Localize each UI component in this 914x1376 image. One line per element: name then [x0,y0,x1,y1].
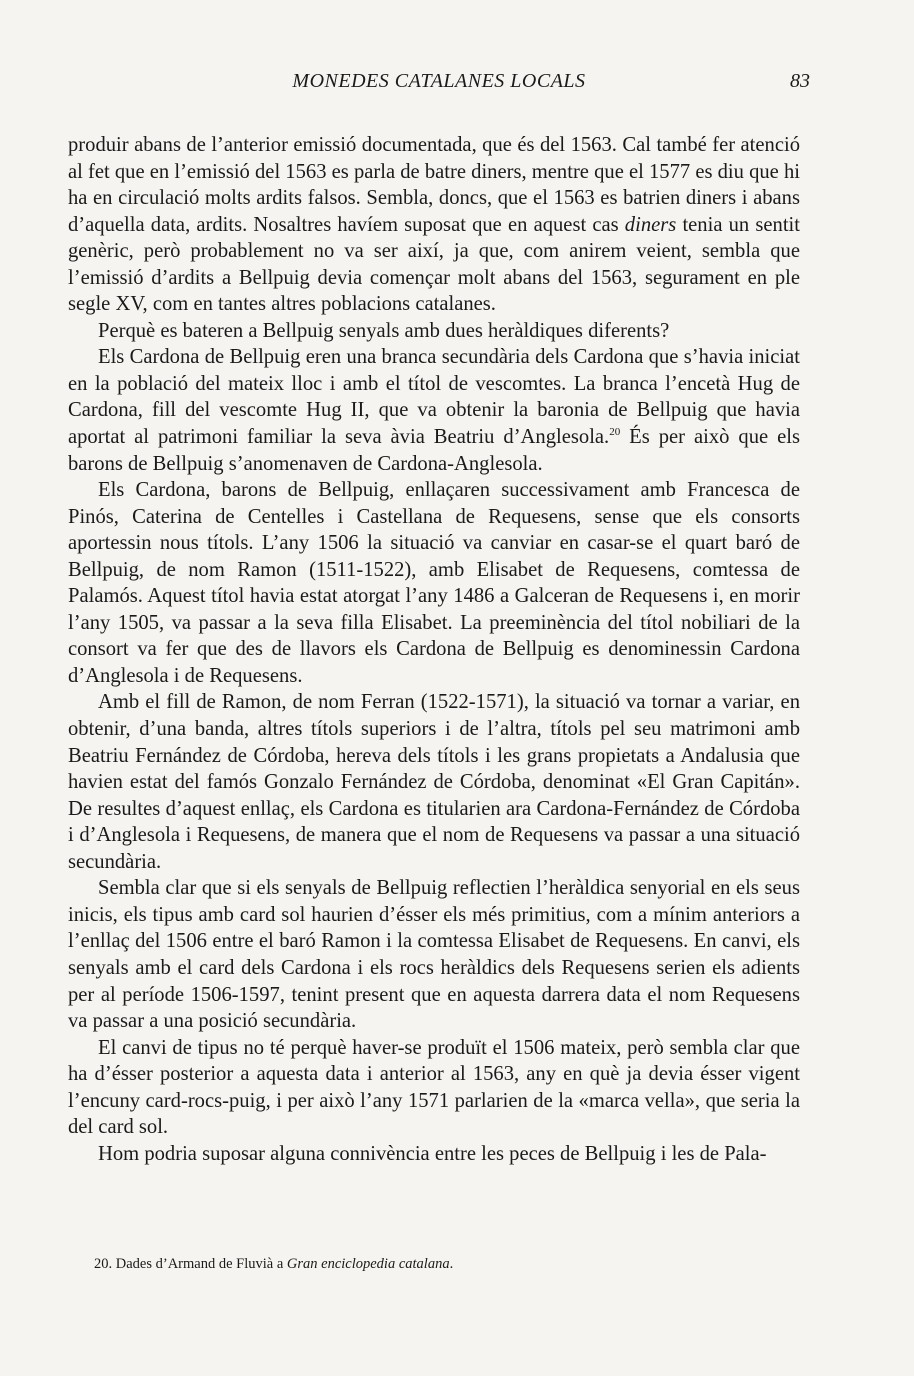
paragraph-p2 [68,318,800,345]
body-text [68,132,800,1167]
paragraph-p4 [68,477,800,689]
paragraph-p1 [68,132,800,318]
text-segment: Amb el fill de Ramon, de nom Ferran (1522-1571), la situació va tornar a variar, en obtenir, d’una banda, altres títols superiors i de l’altra, títols pel seu matrimoni amb Beatriu Fernández de Córdoba, hereva dels títols i les grans propietats a Andalusia que havien estat del famós Gonzalo Fernández de Córdoba, denominat «El Gran Capitán». De resultes d’aquest enllaç, els Cardona es titularien ara Cardona-Fernández de Córdoba i d’Anglesola i Requesens, de manera que el nom de Requesens va passar a una situació secundària. [68,691,800,873]
running-head [68,70,810,106]
paragraph-p7 [68,1035,800,1141]
text-segment: El canvi de tipus no té perquè haver-se produït el 1506 mateix, però sembla clar que ha d’ésser posterior a aquesta data i anterior al 1563, any en què ja devia ésser vigent l’encuny card-rocs-puig, i per això l’any 1571 parlarien de la «marca vella», que seria la del card sol. [68,1036,800,1139]
text-segment: És per això que els barons de Bellpuig s’anomenaven de Cardona-Anglesola. [68,426,800,475]
text-segment: Sembla clar que si els senyals de Bellpuig reflectien l’heràldica senyorial en els seus inicis, els tipus amb card sol haurien d’ésser els més primitius, com a mínim anteriors a l’enllaç del 1506 entre el baró Ramon i la comtessa Elisabet de Requesens. En canvi, els senyals amb el card dels Cardona i els rocs heràldics dels Requesens serien els adients per al període 1506-1597, tenint present que en aquesta darrera data el nom Requesens va passar a una posició secundària. [68,877,800,1033]
footnote-20 [94,1255,794,1273]
text-segment: tenia un sentit genèric, però probablement no va ser així, ja que, com anirem veient, sembla que l’emissió d’ardits a Bellpuig devia començar molt abans del 1563, segurament en ple segle XV, com en tantes altres poblacions catalanes. [68,213,800,316]
footnote-work-title: Gran enciclopedia catalana [286,1256,450,1272]
text-segment: Els Cardona de Bellpuig eren una branca secundària dels Cardona que s’havia iniciat en la població del mateix lloc i amb el títol de vescomtes. La branca l’encetà Hug de Cardona, fill del vescomte Hug II, que va obtenir la baronia de Bellpuig que havia aportat al patrimoni familiar la seva àvia Beatriu d’Anglesola. [68,346,800,449]
italic-term: diners [624,213,677,236]
paragraph-p3 [68,344,800,477]
paragraph-p8 [68,1141,800,1168]
footnote-text: Dades d’Armand de Fluvià a [115,1256,287,1272]
text-segment: produir abans de l’anterior emissió documentada, que és del 1563. Cal també fer atenció al fet que en l’emissió del 1563 es parla de batre diners, mentre que el 1577 es diu que hi ha en circulació molts ardits falsos. Sembla, doncs, que el 1563 es batrien diners i abans d’aquella data, ardits. Nosaltres havíem suposat que en aquest cas [68,134,800,236]
running-title: MONEDES CATALANES LOCALS [292,70,586,92]
page-number: 83 [790,70,810,92]
footnote-number: 20. [94,1256,113,1272]
text-segment: Hom podria suposar alguna connivència entre les peces de Bellpuig i les de Pala- [98,1142,767,1165]
footnote-end: . [449,1256,454,1272]
footnote-reference: 20 [609,426,621,439]
paragraph-p5 [68,689,800,875]
text-segment: Perquè es bateren a Bellpuig senyals amb dues heràldiques diferents? [98,319,670,342]
paragraph-p6 [68,875,800,1034]
text-segment: Els Cardona, barons de Bellpuig, enllaçaren successivament amb Francesca de Pinós, Caterina de Centelles i Castellana de Requesens, sense que els consorts aportessin nous títols. L’any 1506 la situació va canviar en casar-se el quart baró de Bellpuig, de nom Ramon (1511-1522), amb Elisabet de Requesens, comtessa de Palamós. Aquest títol havia estat atorgat l’any 1486 a Galceran de Requesens i, en morir l’any 1505, va passar a la seva filla Elisabet. La preeminència del títol nobiliari de la consort va fer que des de llavors els Cardona de Bellpuig es denominessin Cardona d’Anglesola i de Requesens. [68,479,800,687]
